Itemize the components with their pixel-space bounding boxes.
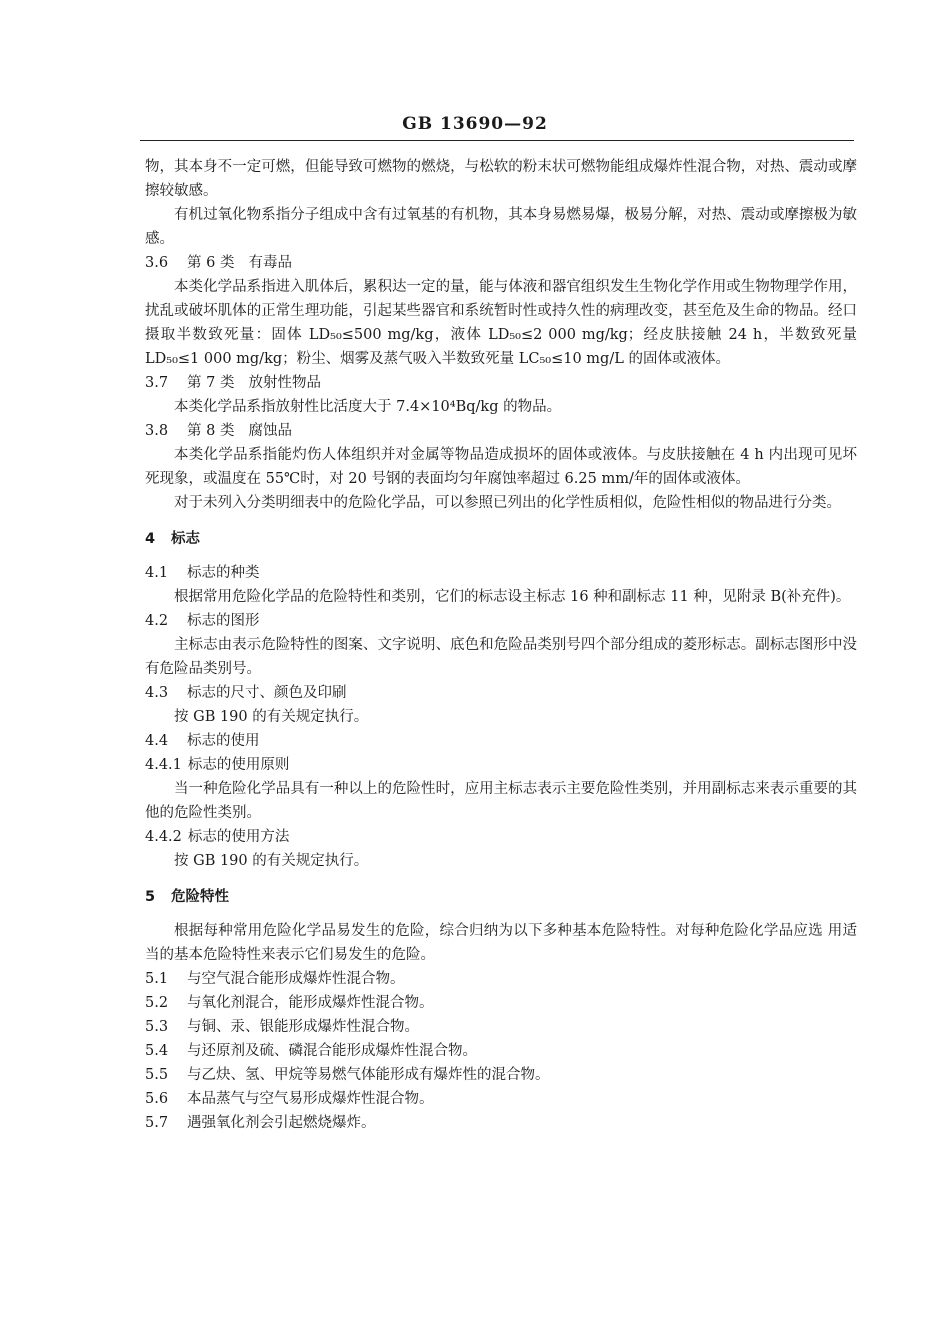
section-class: 第 6 类	[187, 255, 235, 271]
section-class: 第 7 类	[187, 375, 235, 391]
paragraph-4-1: 根据常用危险化学品的危险特性和类别，它们的标志设主标志 16 种和副标志 11 种，见附录 B(补充件)。	[174, 589, 851, 605]
paragraph-organic-peroxide: 有机过氧化物系指分子组成中含有过氧基的有机物，其本身易燃易爆，极易分解，对热、震动或摩擦极为敏感。	[145, 207, 857, 247]
section-number: 4.1	[145, 565, 169, 581]
section-title: 标志的使用原则	[187, 757, 290, 773]
section-number: 3.8	[145, 423, 169, 439]
section-heading-4-3	[145, 681, 857, 705]
list-item-5-4	[145, 1039, 857, 1063]
section-title: 标志的尺寸、颜色及印刷	[187, 685, 347, 701]
section-title: 标志的图形	[187, 613, 260, 629]
list-item-5-5	[145, 1063, 857, 1087]
section-title: 标志的使用方法	[187, 829, 290, 845]
section-heading-3-8	[145, 419, 857, 443]
item-text: 与空气混合能形成爆炸性混合物。	[187, 971, 405, 987]
paragraph-unlisted: 对于未列入分类明细表中的危险化学品，可以参照已列出的化学性质相似，危险性相似的物品进行分类。	[174, 495, 841, 511]
section-title: 放射性物品	[248, 375, 321, 391]
section-class: 第 8 类	[187, 423, 235, 439]
item-number: 5.7	[145, 1115, 169, 1131]
section-number: 3.6	[145, 255, 169, 271]
section-number: 4.3	[145, 685, 169, 701]
paragraph-3-6: 本类化学品系指进入肌体后，累积达一定的量，能与体液和器官组织发生生物化学作用或生物物理学作用，扰乱或破坏肌体的正常生理功能，引起某些器官和系统暂时性或持久性的病理改变，甚至危及生命的物品。经口摄取半数致死量：固体 LD₅₀≤500 mg/kg，液体 LD₅₀≤2 000 mg/kg；经皮肤接触 24 h，半数致死量 LD₅₀≤1 000 mg/kg；粉尘、烟雾及蒸气吸入半数致死量 LC₅₀≤10 mg/L 的固体或液体。	[145, 279, 857, 367]
section-number: 4.4	[145, 733, 169, 749]
item-number: 5.2	[145, 995, 169, 1011]
section-number: 5	[145, 889, 156, 905]
item-number: 5.4	[145, 1043, 169, 1059]
section-number: 4.2	[145, 613, 169, 629]
item-text: 与氧化剂混合，能形成爆炸性混合物。	[187, 995, 434, 1011]
section-heading-3-6	[145, 251, 857, 275]
paragraph-3-7: 本类化学品系指放射性比活度大于 7.4×10⁴Bq/kg 的物品。	[174, 399, 562, 415]
paragraph-4-4-1: 当一种危险化学品具有一种以上的危险性时，应用主标志表示主要危险性类别，并用副标志来表示重要的其他的危险性类别。	[145, 781, 857, 821]
paragraph-5: 根据每种常用危险化学品易发生的危险，综合归纳为以下多种基本危险特性。对每种危险化学品应选 用适当的基本危险特性来表示它们易发生的危险。	[145, 923, 857, 963]
item-number: 5.1	[145, 971, 169, 987]
section-title: 标志的种类	[187, 565, 260, 581]
section-title: 标志	[171, 531, 200, 547]
paragraph-4-2: 主标志由表示危险特性的图案、文字说明、底色和危险品类别号四个部分组成的菱形标志。副标志图形中没有危险品类别号。	[145, 637, 857, 677]
section-number: 4.4.1	[145, 757, 182, 773]
section-title: 腐蚀品	[248, 423, 292, 439]
section-title: 危险特性	[171, 889, 229, 905]
section-title: 有毒品	[248, 255, 292, 271]
section-heading-3-7	[145, 371, 857, 395]
item-text: 遇强氧化剂会引起燃烧爆炸。	[187, 1115, 376, 1131]
paragraph-4-3: 按 GB 190 的有关规定执行。	[174, 709, 369, 725]
list-item-5-6	[145, 1087, 857, 1111]
list-item-5-7	[145, 1111, 857, 1135]
item-number: 5.6	[145, 1091, 169, 1107]
item-text: 与铜、汞、银能形成爆炸性混合物。	[187, 1019, 419, 1035]
section-heading-5	[145, 885, 857, 909]
item-number: 5.3	[145, 1019, 169, 1035]
section-number: 3.7	[145, 375, 169, 391]
section-title: 标志的使用	[187, 733, 260, 749]
section-heading-4-4	[145, 729, 857, 753]
section-number: 4	[145, 531, 156, 547]
item-text: 本品蒸气与空气易形成爆炸性混合物。	[187, 1091, 434, 1107]
header-rule	[140, 140, 854, 141]
paragraph-oxidizer-continued: 物，其本身不一定可燃，但能导致可燃物的燃烧，与松软的粉末状可燃物能组成爆炸性混合物，对热、震动或摩擦较敏感。	[145, 159, 857, 199]
section-heading-4	[145, 527, 857, 551]
section-number: 4.4.2	[145, 829, 182, 845]
section-heading-4-1	[145, 561, 857, 585]
page-header-doc-number: GB 13690—92	[402, 114, 548, 134]
list-item-5-2	[145, 991, 857, 1015]
item-text: 与还原剂及硫、磷混合能形成爆炸性混合物。	[187, 1043, 477, 1059]
list-item-5-1	[145, 967, 857, 991]
item-number: 5.5	[145, 1067, 169, 1083]
section-heading-4-2	[145, 609, 857, 633]
section-heading-4-4-1	[145, 753, 857, 777]
section-heading-4-4-2	[145, 825, 857, 849]
paragraph-3-8: 本类化学品系指能灼伤人体组织并对金属等物品造成损坏的固体或液体。与皮肤接触在 4 h 内出现可见坏死现象，或温度在 55℃时，对 20 号钢的表面均匀年腐蚀率超过 6.25 mm/年的固体或液体。	[145, 447, 857, 487]
list-item-5-3	[145, 1015, 857, 1039]
document-body	[145, 155, 857, 1135]
item-text: 与乙炔、氢、甲烷等易燃气体能形成有爆炸性的混合物。	[187, 1067, 550, 1083]
paragraph-4-4-2: 按 GB 190 的有关规定执行。	[174, 853, 369, 869]
